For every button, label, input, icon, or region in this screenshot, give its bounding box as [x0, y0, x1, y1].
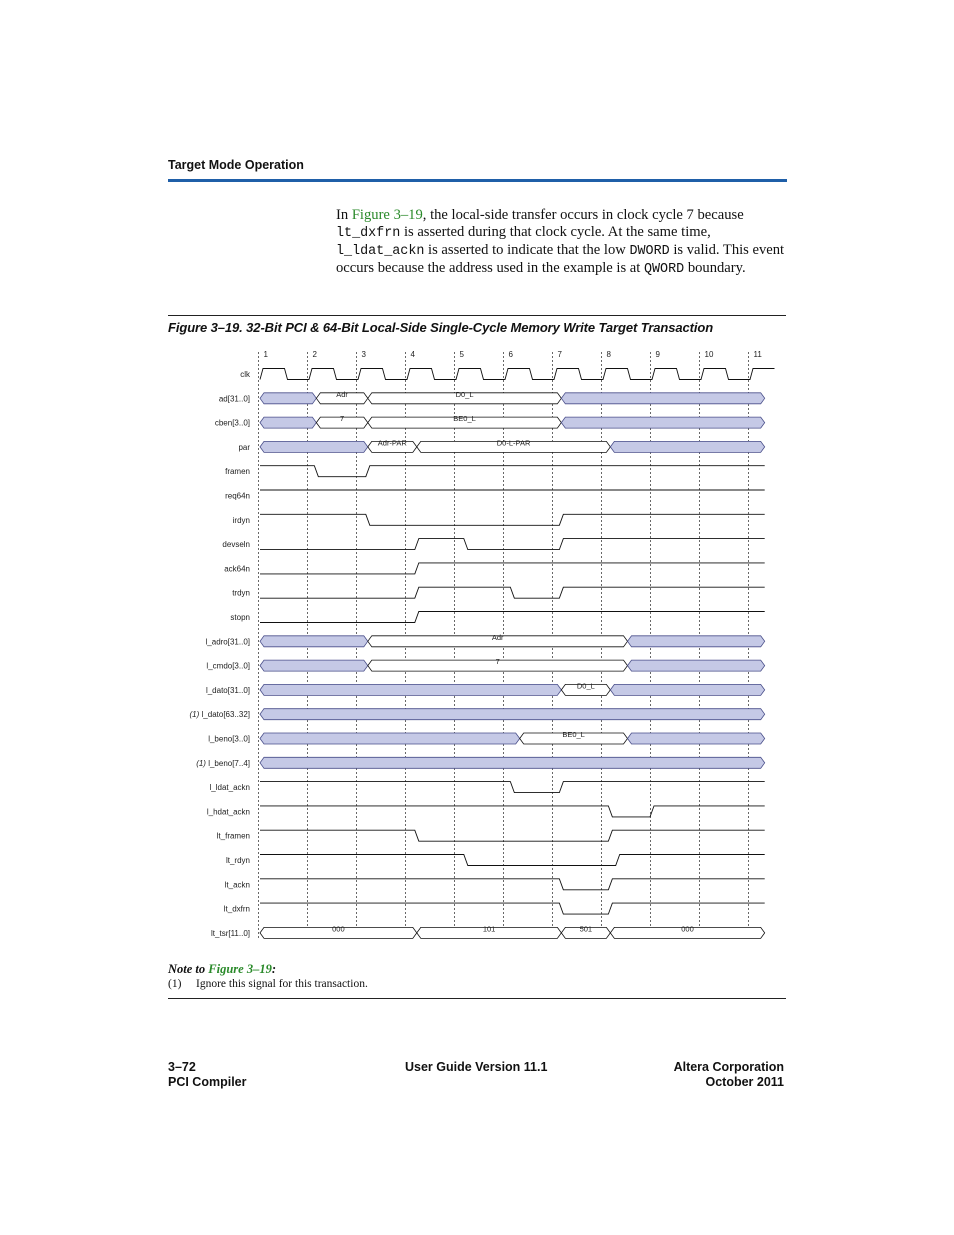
code-signal: QWORD: [643, 262, 685, 277]
cycle-number: 7: [557, 350, 562, 359]
footer-left: [168, 1060, 247, 1090]
signal-label: lt_rdyn: [225, 856, 250, 865]
figure-rule-top: [168, 315, 786, 316]
para-text: In: [336, 207, 352, 223]
bus-hatch-segment: [561, 393, 764, 404]
signal-label: (1) l_beno[7..4]: [196, 758, 250, 768]
signal-label: devseln: [222, 540, 250, 550]
code-signal: DWORD: [629, 244, 670, 259]
signal-label: lt_ackn: [224, 880, 250, 890]
figure-title: Figure 3–19. 32-Bit PCI & 64-Bit Local-Side Single-Cycle Memory Write Target Transaction: [168, 320, 714, 335]
bus-hatch-segment: [610, 441, 764, 452]
bus-value-label: 000: [332, 924, 345, 934]
signal-waveform: [260, 782, 765, 793]
para-text: is asserted during that clock cycle. At the same time,: [400, 224, 711, 240]
bus-hatch-segment: [260, 733, 520, 744]
bus-value-label: D0_L: [455, 389, 474, 399]
bus-hatch-segment: [260, 684, 561, 695]
signal-waveform: [260, 539, 765, 550]
footer-company: Altera Corporation: [673, 1060, 784, 1074]
signal-label: par: [238, 442, 250, 452]
bus-value-label: 7: [495, 657, 500, 667]
code-signal: l_ldat_ackn: [336, 244, 425, 259]
bus-value-label: BE0_L: [453, 414, 476, 424]
cycle-number: 9: [655, 350, 660, 359]
signal-waveform: [260, 563, 765, 574]
signal-waveform: [260, 879, 765, 890]
signal-waveform: [260, 855, 765, 866]
signal-label: l_cmdo[3..0]: [206, 661, 250, 671]
signal-label: lt_framen: [216, 831, 250, 841]
footer-product: PCI Compiler: [168, 1075, 247, 1089]
code-signal: lt_dxfrn: [336, 226, 401, 241]
bus-hatch-segment: [561, 417, 764, 428]
signal-label: l_adro[31..0]: [205, 637, 250, 647]
bus-value-label: 501: [579, 924, 593, 934]
timing-diagram: [0, 340, 954, 955]
bus-value-label: Adr-PAR: [377, 438, 407, 448]
cycle-number: 5: [459, 350, 464, 359]
bus-hatch-segment: [628, 733, 765, 744]
body-paragraph: [336, 207, 788, 278]
signal-label: cben[3..0]: [214, 418, 250, 428]
signal-label: clk: [240, 370, 250, 379]
signal-label: lt_tsr[11..0]: [211, 928, 250, 938]
header-rule: [168, 179, 787, 182]
signal-label: framen: [225, 467, 250, 477]
footer-date: October 2011: [705, 1075, 784, 1089]
bus-hatch-segment: [260, 636, 368, 647]
signal-label: ack64n: [224, 564, 250, 574]
bus-value-label: 000: [681, 924, 694, 934]
figure-link[interactable]: Figure 3–19: [351, 207, 423, 223]
cycle-number: 11: [753, 350, 762, 359]
signal-waveform: [260, 587, 765, 598]
note-prefix: Note to: [168, 962, 209, 976]
signal-label: req64n: [225, 491, 250, 501]
clk-waveform: [260, 369, 775, 380]
bus-hatch-segment: [260, 757, 765, 768]
signal-label: irdyn: [232, 515, 250, 525]
signal-label: l_dato[31..0]: [205, 685, 250, 695]
footer-right: [600, 1060, 784, 1090]
cycle-number: 3: [361, 350, 366, 359]
cycle-number: 8: [606, 350, 611, 359]
note-marker: (1): [196, 758, 209, 768]
bus-value-label: D0-L-PAR: [496, 438, 531, 448]
signal-label: stopn: [230, 613, 250, 622]
cycle-number: 1: [263, 350, 268, 359]
note-marker: (1): [189, 710, 202, 720]
bus-hatch-segment: [610, 684, 764, 695]
footer-version: User Guide Version 11.1: [405, 1060, 548, 1074]
bus-value-label: Adr: [336, 389, 348, 399]
signal-waveform: [260, 466, 765, 477]
para-text: is asserted to indicate that the low: [424, 242, 630, 258]
signal-label: l_hdat_ackn: [206, 807, 250, 817]
bus-hatch-segment: [260, 417, 316, 428]
para-text: is valid. This event occurs because the address used in the example is at: [336, 242, 785, 276]
signal-waveform: [260, 806, 765, 817]
cycle-number: 4: [410, 350, 415, 359]
signal-waveform: [260, 903, 765, 914]
figure-rule-bottom: [168, 998, 786, 999]
cycle-number: 10: [704, 350, 714, 359]
cycle-number: 2: [312, 350, 317, 359]
signal-waveform: [260, 830, 765, 841]
signal-waveform: [260, 514, 765, 525]
bus-hatch-segment: [628, 660, 765, 671]
bus-value-label: 101: [482, 924, 496, 934]
signal-label: l_ldat_ackn: [209, 783, 250, 793]
bus-hatch-segment: [628, 636, 765, 647]
bus-hatch-segment: [260, 709, 765, 720]
note-figure-link[interactable]: Figure 3–19: [208, 962, 272, 976]
signal-label: lt_dxfrn: [223, 904, 250, 914]
note-item-number: (1): [168, 978, 182, 990]
bus-value-label: 7: [339, 414, 345, 424]
cycle-number: 6: [508, 350, 513, 359]
bus-value-label: D0_L: [576, 681, 595, 691]
figure-note-item: [168, 978, 368, 990]
signal-label: trdyn: [232, 588, 250, 598]
signal-label: (1) l_dato[63..32]: [189, 710, 250, 720]
para-text: boundary.: [684, 260, 746, 276]
note-suffix: :: [271, 962, 277, 976]
bus-hatch-segment: [260, 393, 316, 404]
figure-note-heading: [168, 962, 276, 977]
signal-label: l_beno[3..0]: [208, 734, 250, 744]
bus-value-label: Adr: [491, 632, 504, 642]
signal-waveform: [260, 612, 765, 623]
bus-hatch-segment: [260, 660, 368, 671]
para-text: , the local-side transfer occurs in clock cycle 7 because: [422, 207, 744, 223]
note-item-text: Ignore this signal for this transaction.: [196, 978, 368, 990]
section-header: Target Mode Operation: [168, 158, 304, 172]
bus-value-label: BE0_L: [562, 730, 585, 739]
bus-hatch-segment: [260, 441, 368, 452]
footer-page-number: 3–72: [168, 1060, 196, 1074]
signal-label: ad[31..0]: [218, 394, 250, 404]
